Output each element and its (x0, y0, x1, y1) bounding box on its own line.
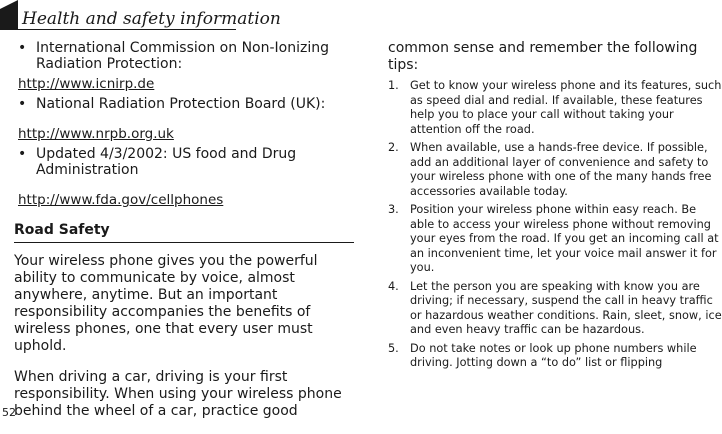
reference-text: Updated 4/3/2002: US food and Drug Administration (36, 146, 297, 178)
reference-item (14, 40, 354, 72)
tip-item (388, 79, 722, 137)
section-title: Road Safety (14, 222, 354, 243)
tips-list (388, 79, 722, 371)
reference-link-icnirp[interactable]: http://www.icnirp.de (18, 76, 155, 92)
paragraph: When driving a car, driving is your first responsibility. When using your wireless phone behind the wheel of a car, practice good (14, 369, 342, 419)
tip-text: Let the person you are speaking with know you are driving; if necessary, suspend the call in heavy traffic or hazardous weather conditions. Rain, sleet, snow, ice and even heavy traffic can be hazardous. (410, 279, 722, 336)
right-column (388, 40, 722, 375)
left-column (14, 40, 354, 434)
reference-list (14, 40, 354, 208)
tip-item (388, 280, 722, 338)
reference-item (14, 96, 354, 112)
tip-text: Get to know your wireless phone and its features, such as speed dial and redial. If available, these features help you to place your call without taking your attention off the road. (410, 79, 722, 136)
tips-intro: common sense and remember the following tips: (388, 40, 698, 73)
tip-number: 2. (388, 141, 399, 154)
tip-number: 3. (388, 203, 399, 216)
tip-text: Position your wireless phone within easy reach. Be able to access your wireless phone without removing your eyes from the road. If you get an incoming call at an inconvenient time, let your voice mail answer it for you. (410, 203, 719, 274)
tip-text: When available, use a hands-free device. If possible, add an additional layer of convenience and safety to your wireless phone with one of the many hands free accessories available today. (410, 141, 712, 198)
header-bar (0, 0, 281, 30)
paragraph: Your wireless phone gives you the powerful ability to communicate by voice, almost anywhere, anytime. But an important responsibility accompanies the benefits of wireless phones, one that every user must uphold. (14, 253, 318, 354)
tip-number: 1. (388, 79, 399, 92)
page-number: 52 (2, 406, 16, 419)
reference-text: National Radiation Protection Board (UK): (36, 96, 326, 112)
reference-text: International Commission on Non-Ionizing Radiation Protection: (36, 40, 329, 72)
tip-number: 4. (388, 279, 399, 293)
tip-text: Do not take notes or look up phone numbers while driving. Jotting down a “to do” list or flipping (410, 341, 697, 369)
tip-item (388, 141, 722, 199)
reference-link-fda[interactable]: http://www.fda.gov/cellphones (18, 192, 224, 208)
tip-item (388, 342, 722, 371)
tip-number: 5. (388, 341, 399, 355)
tip-item (388, 203, 722, 276)
reference-item (14, 146, 354, 178)
header-title: Health and safety information (22, 9, 281, 29)
reference-link-nrpb[interactable]: http://www.nrpb.org.uk (18, 126, 174, 142)
